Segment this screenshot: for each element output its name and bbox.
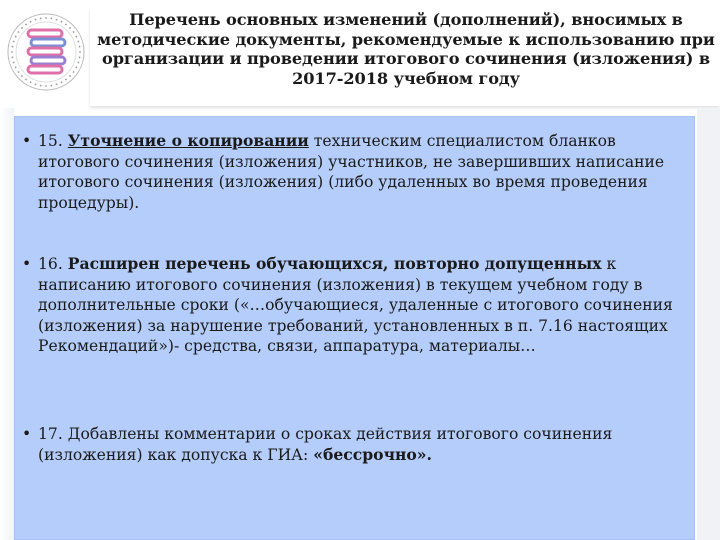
item-bold-text: Расширен перечень обучающихся, повторно допущенных — [67, 254, 602, 273]
item-text: к написанию итогового сочинения (изложения) в текущем учебном году в дополнительные сроки («…обучающиеся, удаленные с итогового сочинения (изложения) за нарушение требований, установленных в п. 7.16 настоящих Рекомендаций»)- средства, связи, аппаратура, материалы… — [38, 255, 673, 356]
item-text: Добавлены комментарии о сроках действия итогового сочинения (изложения) как допуска к ГИА: — [38, 425, 613, 464]
item-bold-text: «бессрочно». — [313, 444, 432, 464]
list-item-17 — [22, 424, 687, 465]
item-number: 15. — [38, 132, 63, 150]
bullet: • — [22, 255, 32, 273]
bullet: • — [22, 132, 32, 150]
list-item-15 — [22, 131, 687, 213]
item-bold-text: Уточнение о копировании — [67, 131, 309, 150]
item-text: техническим специалистом бланков итогового сочинения (изложения) участников, не завершивших написание итогового сочинения (изложения) (либо удаленных во время проведения процедуры). — [38, 132, 665, 212]
bullet: • — [22, 425, 32, 443]
right-margin-strip — [697, 108, 720, 540]
book-stack-seal-icon — [2, 2, 88, 106]
item-number: 17. — [38, 425, 63, 443]
item-number: 16. — [38, 255, 63, 273]
page-title: Перечень основных изменений (дополнений), вносимых в методические документы, рекомендуемые к использованию при организации и проведении итогового сочинения (изложения) в 2017-2018 учебном году — [97, 10, 715, 88]
left-margin-strip — [0, 108, 14, 540]
logo — [2, 2, 88, 106]
list-item-16 — [22, 254, 687, 357]
